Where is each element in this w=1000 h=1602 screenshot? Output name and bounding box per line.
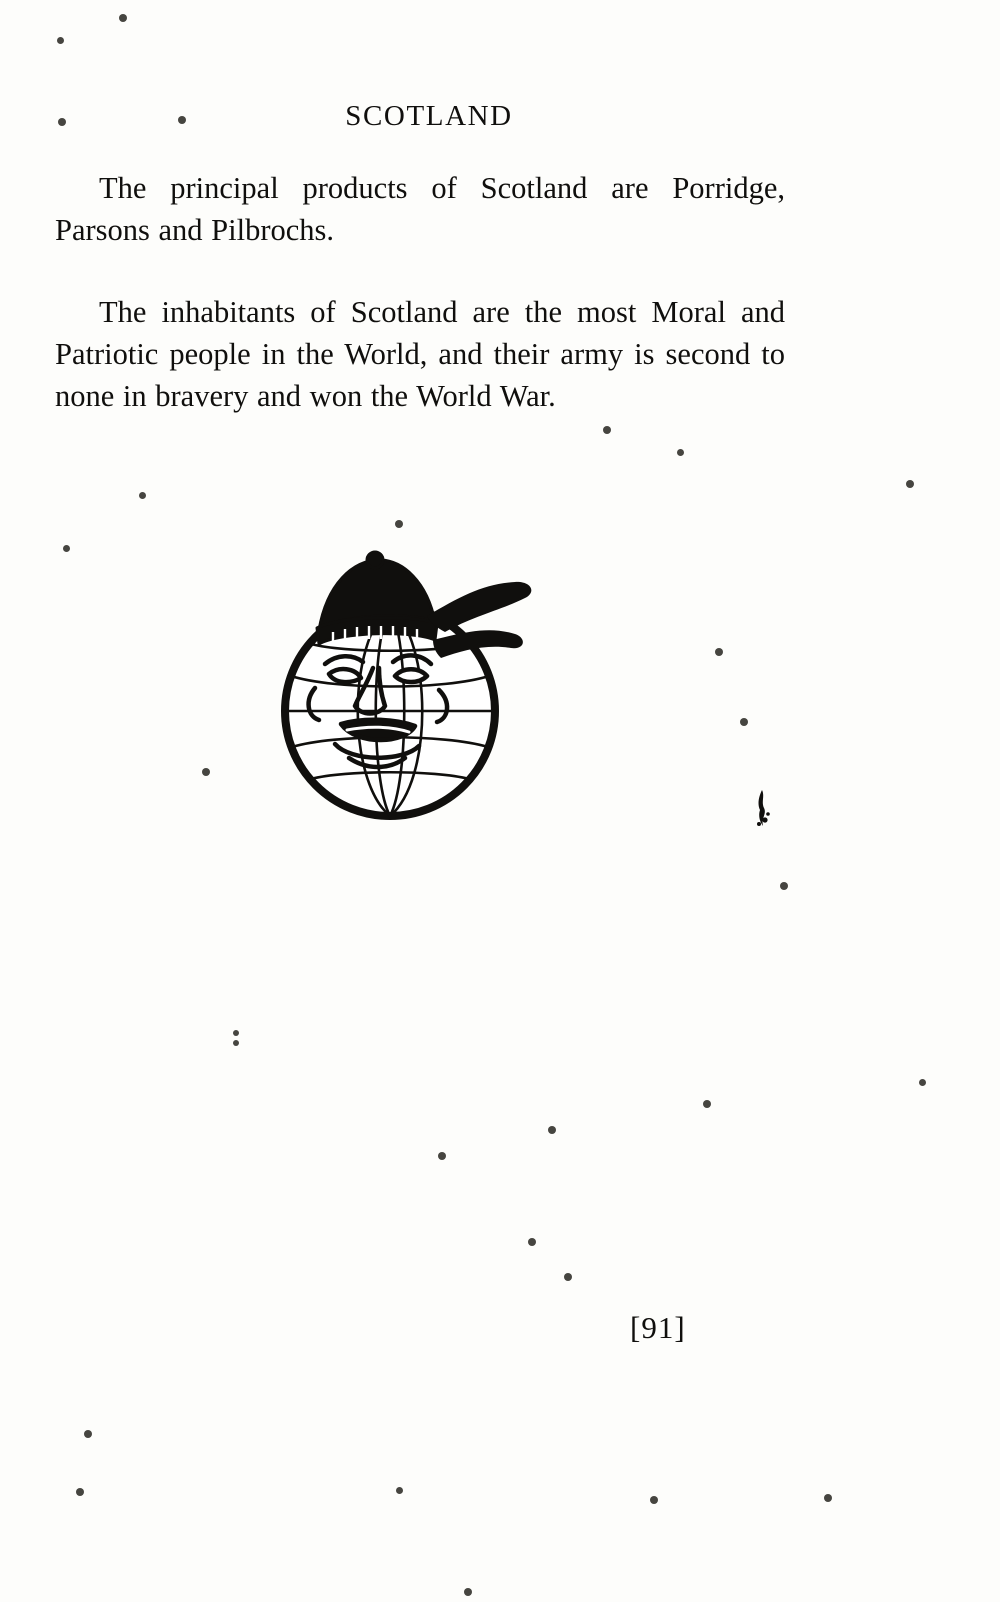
scan-speckle bbox=[677, 449, 684, 456]
scan-speckle bbox=[63, 545, 70, 552]
scan-speckle bbox=[528, 1238, 536, 1246]
page-heading: SCOTLAND bbox=[345, 100, 513, 132]
paragraph-1: The principal products of Scotland are Porridge, Parsons and Pilbrochs. bbox=[55, 171, 785, 248]
scan-speckle bbox=[715, 648, 723, 656]
scan-speckle bbox=[57, 37, 64, 44]
page-text-block bbox=[55, 100, 785, 417]
scan-speckle bbox=[84, 1430, 92, 1438]
scan-speckle bbox=[703, 1100, 711, 1108]
scan-speckle bbox=[464, 1588, 472, 1596]
paragraph-2: The inhabitants of Scotland are the most Moral and Patriotic people in the World, and their army is second to none in bravery and won the World War. bbox=[55, 295, 785, 414]
scan-speckle bbox=[780, 882, 788, 890]
scan-speckle bbox=[233, 1030, 239, 1036]
scan-speckle bbox=[395, 520, 403, 528]
stray-ink-mark bbox=[752, 788, 774, 830]
scan-speckle bbox=[438, 1152, 446, 1160]
page-number: [91] bbox=[630, 1310, 686, 1345]
scan-speckle bbox=[906, 480, 914, 488]
scan-speckle bbox=[119, 14, 127, 22]
scan-speckle bbox=[139, 492, 146, 499]
scan-speckle bbox=[740, 718, 748, 726]
scan-speckle bbox=[548, 1126, 556, 1134]
scan-speckle bbox=[202, 768, 210, 776]
globe-with-face-icon bbox=[275, 548, 575, 838]
scan-speckle bbox=[650, 1496, 658, 1504]
scan-speckle bbox=[824, 1494, 832, 1502]
scan-speckle bbox=[396, 1487, 403, 1494]
scan-speckle bbox=[76, 1488, 84, 1496]
globe-face-illustration bbox=[275, 548, 575, 838]
scan-speckle bbox=[919, 1079, 926, 1086]
scan-speckle bbox=[564, 1273, 572, 1281]
scan-speckle bbox=[233, 1040, 239, 1046]
scan-speckle bbox=[603, 426, 611, 434]
